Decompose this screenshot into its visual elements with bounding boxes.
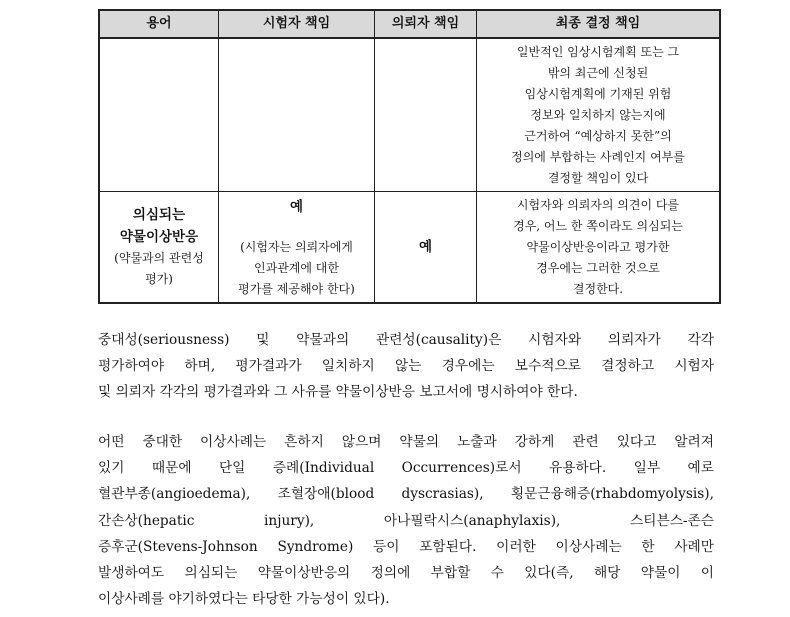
row1-final-decision-cell <box>477 38 721 192</box>
cell-line: 결정할 책임이 있다 <box>547 171 649 185</box>
cell-line: 결정한다. <box>572 282 624 296</box>
paragraph-assessment <box>98 327 714 406</box>
row2-sponsor-cell <box>375 192 477 304</box>
header-final-decision: 최종 결정 책임 <box>477 10 721 38</box>
row1-investigator-cell <box>219 38 375 192</box>
row2-term-cell <box>99 192 219 304</box>
paragraph-line: 이상사례를 야기하였다는 타당한 가능성이 있다). <box>98 591 390 608</box>
table-header-row <box>99 10 720 38</box>
paragraph-line: 어떤 중대한 이상사례는 흔하지 않으며 약물의 노출과 강하게 관련 있다고 알려져 <box>98 434 714 450</box>
table-row <box>99 38 720 192</box>
term-line: 의심되는 <box>132 207 186 223</box>
cell-line: 밖의 최근에 신청된 <box>547 66 649 80</box>
paragraph-line: 중대성(seriousness) 및 약물과의 관련성(causality)은 시험자와 의뢰자가 각각 <box>98 332 714 348</box>
cell-line: 일반적인 임상시험계획 또는 그 <box>516 45 680 59</box>
paragraph-line: 증후군(Stevens-Johnson Syndrome) 등이 포함된다. 이러한 이상사례는 한 사례만 <box>98 538 714 555</box>
cell-line: 경우에는 그러한 것으로 <box>536 261 660 275</box>
responsibility-table <box>98 9 721 304</box>
investigator-note-line: (시험자는 의뢰자에게 <box>240 240 353 254</box>
header-term: 용어 <box>99 10 219 38</box>
cell-line: 근거하여 “예상하지 못한”의 <box>524 129 672 143</box>
paragraph-line: 간손상(hepatic injury), 아나필락시스(anaphylaxis), 스티븐스-존슨 <box>98 512 714 529</box>
header-sponsor: 의뢰자 책임 <box>375 10 477 38</box>
investigator-note-line: 평가를 제공해야 한다) <box>238 282 355 296</box>
sponsor-answer: 예 <box>418 239 433 255</box>
term-note: (약물과의 관련성 <box>114 251 204 265</box>
cell-line: 정의에 부합하는 사례인지 여부를 <box>511 150 685 164</box>
term-note: 평가) <box>145 272 173 286</box>
term-line: 약물이상반응 <box>119 229 199 245</box>
row1-term-cell <box>99 38 219 192</box>
table-row <box>99 192 720 304</box>
header-investigator: 시험자 책임 <box>219 10 375 38</box>
investigator-answer: 예 <box>289 199 304 215</box>
cell-line: 임상시험계획에 기재된 위험 <box>524 87 672 101</box>
cell-line: 시험자와 의뢰자의 의견이 다를 <box>516 198 680 212</box>
row2-investigator-cell <box>219 192 375 304</box>
paragraph-individual-occurrences <box>98 429 714 612</box>
paragraph-line: 및 의뢰자 각각의 평가결과와 그 사유를 약물이상반응 보고서에 명시하여야 한다. <box>98 384 578 401</box>
cell-line: 경우, 어느 한 쪽이라도 의심되는 <box>513 219 683 233</box>
row2-final-decision-cell <box>477 192 721 304</box>
investigator-note-line: 인과관계에 대한 <box>254 261 339 275</box>
paragraph-line: 있기 때문에 단일 증례(Individual Occurrences)로서 유용하다. 일부 예로 <box>98 460 714 477</box>
cell-line: 정보와 일치하지 않는지에 <box>530 108 666 122</box>
cell-line: 약물이상반응이라고 평가한 <box>526 240 670 254</box>
row1-sponsor-cell <box>375 38 477 192</box>
paragraph-line: 평가하여야 하며, 평가결과가 일치하지 않는 경우에는 보수적으로 결정하고 시험자 <box>98 358 714 375</box>
paragraph-line: 혈관부종(angioedema), 조혈장애(blood dyscrasias), 횡문근융해증(rhabdomyolysis), <box>98 486 714 503</box>
paragraph-line: 발생하여도 의심되는 약물이상반응의 정의에 부합할 수 있다(즉, 해당 약물이 이 <box>98 565 714 582</box>
